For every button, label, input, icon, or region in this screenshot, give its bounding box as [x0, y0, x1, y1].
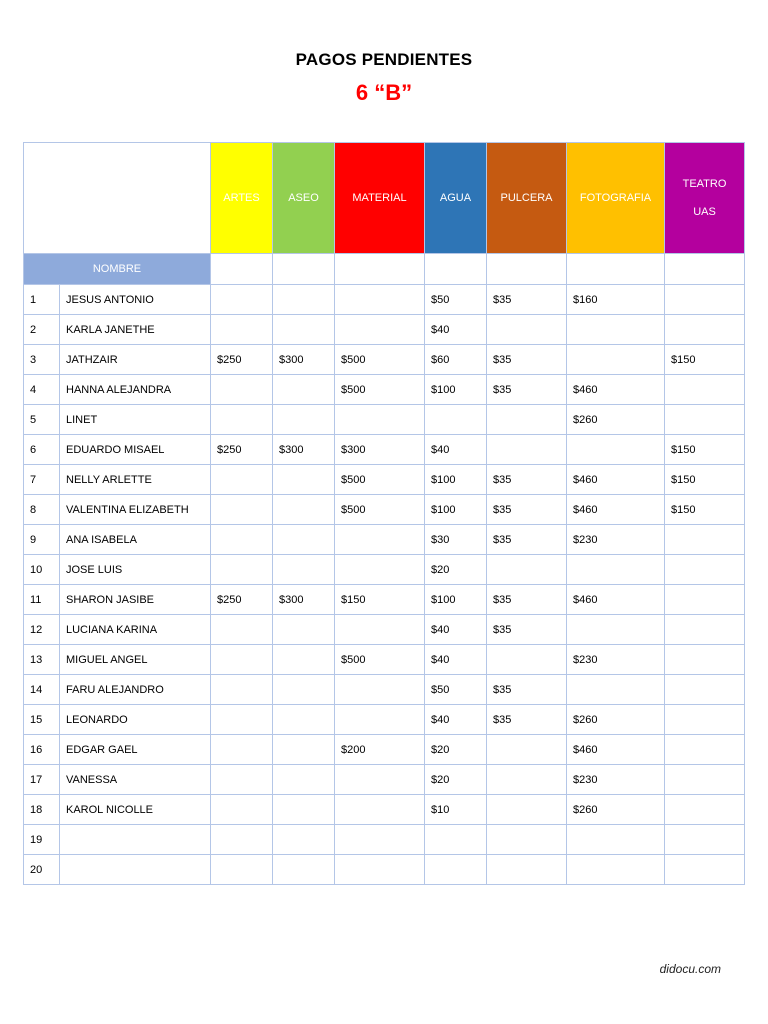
column-header-agua: AGUA: [425, 143, 487, 254]
amount-cell: $40: [425, 315, 487, 345]
amount-cell: [211, 735, 273, 765]
amount-cell: $40: [425, 435, 487, 465]
amount-cell: [273, 405, 335, 435]
row-number: 12: [24, 615, 60, 645]
amount-cell: [335, 795, 425, 825]
amount-cell: [211, 285, 273, 315]
amount-cell: [273, 705, 335, 735]
amount-cell: $260: [567, 795, 665, 825]
table-row: [24, 615, 745, 645]
amount-cell: $35: [487, 375, 567, 405]
nombre-header: NOMBRE: [24, 254, 211, 285]
student-name: KARLA JANETHE: [60, 315, 211, 345]
amount-cell: $50: [425, 675, 487, 705]
amount-cell: [273, 465, 335, 495]
amount-cell: [425, 405, 487, 435]
amount-cell: $230: [567, 645, 665, 675]
table-row: [24, 705, 745, 735]
table-row: [24, 285, 745, 315]
table-row: [24, 585, 745, 615]
amount-cell: $250: [211, 435, 273, 465]
amount-cell: [665, 825, 745, 855]
amount-cell: $200: [335, 735, 425, 765]
column-header-teatro-uas: TEATRO UAS: [665, 143, 745, 254]
amount-cell: [665, 675, 745, 705]
row-number: 20: [24, 855, 60, 885]
amount-cell: [335, 765, 425, 795]
row-number: 6: [24, 435, 60, 465]
amount-cell: [335, 405, 425, 435]
amount-cell: [211, 825, 273, 855]
amount-cell: [487, 765, 567, 795]
amount-cell: [665, 525, 745, 555]
amount-cell: [273, 765, 335, 795]
amount-cell: [567, 555, 665, 585]
amount-cell: [335, 285, 425, 315]
table-row: [24, 645, 745, 675]
amount-cell: [665, 795, 745, 825]
amount-cell: $20: [425, 765, 487, 795]
amount-cell: [487, 435, 567, 465]
student-name: MIGUEL ANGEL: [60, 645, 211, 675]
amount-cell: $230: [567, 525, 665, 555]
amount-cell: [567, 435, 665, 465]
column-header-aseo: ASEO: [273, 143, 335, 254]
amount-cell: $40: [425, 615, 487, 645]
amount-cell: [487, 555, 567, 585]
student-name: LINET: [60, 405, 211, 435]
amount-cell: [487, 855, 567, 885]
amount-cell: [567, 855, 665, 885]
amount-cell: [665, 855, 745, 885]
amount-cell: [273, 555, 335, 585]
column-header-material: MATERIAL: [335, 143, 425, 254]
amount-cell: [335, 315, 425, 345]
row-number: 1: [24, 285, 60, 315]
amount-cell: $50: [425, 285, 487, 315]
amount-cell: [273, 285, 335, 315]
table-row: [24, 435, 745, 465]
amount-cell: [665, 735, 745, 765]
amount-cell: $30: [425, 525, 487, 555]
amount-cell: $160: [567, 285, 665, 315]
amount-cell: [425, 825, 487, 855]
amount-cell: [487, 825, 567, 855]
student-name: LEONARDO: [60, 705, 211, 735]
amount-cell: $100: [425, 585, 487, 615]
column-header-artes: ARTES: [211, 143, 273, 254]
amount-cell: [211, 555, 273, 585]
amount-cell: [425, 855, 487, 885]
student-name: JATHZAIR: [60, 345, 211, 375]
amount-cell: $150: [665, 435, 745, 465]
student-name: HANNA ALEJANDRA: [60, 375, 211, 405]
amount-cell: $35: [487, 585, 567, 615]
amount-cell: [567, 345, 665, 375]
amount-cell: [273, 735, 335, 765]
row-number: 11: [24, 585, 60, 615]
amount-cell: [487, 315, 567, 345]
amount-cell: $500: [335, 645, 425, 675]
row-number: 19: [24, 825, 60, 855]
amount-cell: $35: [487, 615, 567, 645]
student-name: [60, 825, 211, 855]
amount-cell: [567, 615, 665, 645]
empty-cell: [567, 254, 665, 285]
table-row: [24, 495, 745, 525]
amount-cell: $300: [273, 585, 335, 615]
watermark-text: didocu.com: [659, 962, 721, 976]
amount-cell: $300: [335, 435, 425, 465]
amount-cell: [487, 735, 567, 765]
amount-cell: [335, 705, 425, 735]
amount-cell: [211, 615, 273, 645]
table-row: [24, 855, 745, 885]
row-number: 9: [24, 525, 60, 555]
empty-cell: [665, 254, 745, 285]
amount-cell: [273, 615, 335, 645]
student-name: EDGAR GAEL: [60, 735, 211, 765]
row-number: 7: [24, 465, 60, 495]
student-name: VALENTINA ELIZABETH: [60, 495, 211, 525]
student-name: SHARON JASIBE: [60, 585, 211, 615]
amount-cell: $150: [335, 585, 425, 615]
amount-cell: $35: [487, 675, 567, 705]
amount-cell: [211, 645, 273, 675]
amount-cell: $40: [425, 645, 487, 675]
amount-cell: [211, 465, 273, 495]
amount-cell: [211, 405, 273, 435]
amount-cell: $150: [665, 465, 745, 495]
amount-cell: [665, 405, 745, 435]
empty-cell: [273, 254, 335, 285]
row-number: 3: [24, 345, 60, 375]
table-row: [24, 555, 745, 585]
row-number: 16: [24, 735, 60, 765]
student-name: JOSE LUIS: [60, 555, 211, 585]
amount-cell: [211, 795, 273, 825]
amount-cell: [211, 495, 273, 525]
table-row: [24, 315, 745, 345]
empty-cell: [487, 254, 567, 285]
amount-cell: [665, 555, 745, 585]
amount-cell: [665, 375, 745, 405]
empty-cell: [335, 254, 425, 285]
amount-cell: [665, 765, 745, 795]
student-name: VANESSA: [60, 765, 211, 795]
table-row: [24, 825, 745, 855]
amount-cell: [273, 855, 335, 885]
table-row: [24, 735, 745, 765]
table-row: [24, 675, 745, 705]
row-number: 17: [24, 765, 60, 795]
header-corner-cell: [24, 143, 211, 254]
amount-cell: $20: [425, 555, 487, 585]
amount-cell: $460: [567, 735, 665, 765]
column-header-fotografia: FOTOGRAFIA: [567, 143, 665, 254]
amount-cell: [335, 555, 425, 585]
amount-cell: [335, 525, 425, 555]
amount-cell: [273, 675, 335, 705]
student-name: EDUARDO MISAEL: [60, 435, 211, 465]
table-row: [24, 405, 745, 435]
amount-cell: $460: [567, 375, 665, 405]
amount-cell: [665, 645, 745, 675]
amount-cell: [273, 795, 335, 825]
table-row: [24, 345, 745, 375]
table-row: [24, 525, 745, 555]
amount-cell: [335, 675, 425, 705]
amount-cell: $100: [425, 465, 487, 495]
amount-cell: [273, 525, 335, 555]
amount-cell: [487, 405, 567, 435]
amount-cell: $20: [425, 735, 487, 765]
column-header-row: [24, 143, 745, 254]
amount-cell: $60: [425, 345, 487, 375]
student-name: LUCIANA KARINA: [60, 615, 211, 645]
payments-table: [23, 142, 745, 885]
amount-cell: $10: [425, 795, 487, 825]
row-number: 10: [24, 555, 60, 585]
amount-cell: $500: [335, 495, 425, 525]
amount-cell: [665, 315, 745, 345]
amount-cell: [487, 645, 567, 675]
amount-cell: [665, 285, 745, 315]
amount-cell: [665, 705, 745, 735]
column-header-pulcera: PULCERA: [487, 143, 567, 254]
amount-cell: $300: [273, 435, 335, 465]
student-name: FARU ALEJANDRO: [60, 675, 211, 705]
amount-cell: [273, 375, 335, 405]
amount-cell: [665, 585, 745, 615]
amount-cell: $460: [567, 465, 665, 495]
amount-cell: $250: [211, 585, 273, 615]
amount-cell: [211, 525, 273, 555]
amount-cell: [211, 675, 273, 705]
amount-cell: $500: [335, 375, 425, 405]
amount-cell: $460: [567, 495, 665, 525]
student-name: NELLY ARLETTE: [60, 465, 211, 495]
row-number: 18: [24, 795, 60, 825]
group-subtitle: 6 “B”: [355, 80, 413, 105]
row-number: 15: [24, 705, 60, 735]
table-row: [24, 375, 745, 405]
empty-cell: [425, 254, 487, 285]
student-name: JESUS ANTONIO: [60, 285, 211, 315]
row-number: 8: [24, 495, 60, 525]
amount-cell: [665, 615, 745, 645]
amount-cell: $100: [425, 495, 487, 525]
table-row: [24, 795, 745, 825]
row-number: 13: [24, 645, 60, 675]
amount-cell: [487, 795, 567, 825]
nombre-header-row: [24, 254, 745, 285]
table-row: [24, 765, 745, 795]
amount-cell: [567, 825, 665, 855]
amount-cell: $260: [567, 405, 665, 435]
amount-cell: $35: [487, 465, 567, 495]
amount-cell: [273, 495, 335, 525]
amount-cell: [273, 315, 335, 345]
amount-cell: [335, 615, 425, 645]
amount-cell: $300: [273, 345, 335, 375]
amount-cell: $35: [487, 495, 567, 525]
page-title: PAGOS PENDIENTES: [295, 50, 473, 69]
amount-cell: $35: [487, 525, 567, 555]
student-name: KAROL NICOLLE: [60, 795, 211, 825]
row-number: 14: [24, 675, 60, 705]
amount-cell: $250: [211, 345, 273, 375]
amount-cell: $35: [487, 345, 567, 375]
amount-cell: $150: [665, 345, 745, 375]
amount-cell: [567, 315, 665, 345]
amount-cell: $500: [335, 465, 425, 495]
student-name: [60, 855, 211, 885]
amount-cell: $35: [487, 285, 567, 315]
row-number: 4: [24, 375, 60, 405]
amount-cell: [211, 855, 273, 885]
amount-cell: [273, 645, 335, 675]
amount-cell: [567, 675, 665, 705]
amount-cell: $100: [425, 375, 487, 405]
amount-cell: [211, 315, 273, 345]
amount-cell: [211, 375, 273, 405]
empty-cell: [211, 254, 273, 285]
amount-cell: $35: [487, 705, 567, 735]
student-name: ANA ISABELA: [60, 525, 211, 555]
amount-cell: [335, 855, 425, 885]
amount-cell: $460: [567, 585, 665, 615]
row-number: 2: [24, 315, 60, 345]
amount-cell: [273, 825, 335, 855]
amount-cell: [335, 825, 425, 855]
amount-cell: [211, 765, 273, 795]
amount-cell: $230: [567, 765, 665, 795]
amount-cell: [211, 705, 273, 735]
amount-cell: $150: [665, 495, 745, 525]
amount-cell: $500: [335, 345, 425, 375]
amount-cell: $40: [425, 705, 487, 735]
table-row: [24, 465, 745, 495]
row-number: 5: [24, 405, 60, 435]
amount-cell: $260: [567, 705, 665, 735]
